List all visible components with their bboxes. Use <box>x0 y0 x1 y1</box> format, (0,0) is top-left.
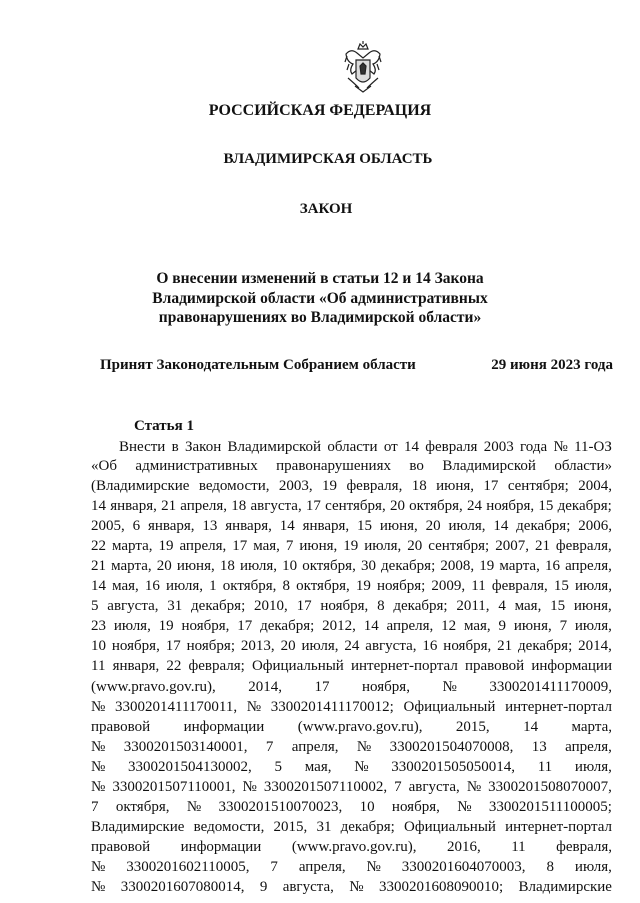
word: декабря; <box>340 819 395 835</box>
word: июня, <box>436 478 475 494</box>
word: 14 <box>363 618 379 634</box>
region-heading: ВЛАДИМИРСКАЯ ОБЛАСТЬ <box>223 151 433 167</box>
word: декабря; <box>381 558 436 574</box>
word: июля, <box>166 578 204 594</box>
word: 2003, <box>278 478 313 494</box>
word: марта, <box>111 558 152 574</box>
word: 23 <box>91 618 106 634</box>
word: мая, <box>253 538 280 554</box>
word: Официальный <box>404 819 496 835</box>
article-text-line <box>91 476 612 496</box>
word: сентября; <box>428 538 490 554</box>
word: июля, <box>574 759 612 775</box>
word: 14 <box>523 719 539 735</box>
word: 1 <box>209 578 217 594</box>
word: 2009, <box>431 578 466 594</box>
word: февраля, <box>346 478 403 494</box>
word: 17 <box>237 618 253 634</box>
word: 7 <box>91 799 99 815</box>
word: правовой <box>91 839 151 855</box>
word: информации <box>180 839 262 855</box>
article-text-line <box>91 456 612 476</box>
word: № <box>242 779 257 795</box>
word: 2008, <box>440 558 475 574</box>
law-title-line: О внесении изменений в статьи 12 и 14 Закона <box>156 270 484 287</box>
word: мая, <box>304 759 332 775</box>
word: 20 <box>280 638 296 654</box>
word: июля, <box>301 638 339 654</box>
word: 4 <box>498 598 506 614</box>
word: 14 <box>403 439 419 455</box>
word: 9 <box>498 618 506 634</box>
word: февраля, <box>555 538 612 554</box>
word: 21 <box>534 538 550 554</box>
word: (www.pravo.gov.ru), <box>291 839 417 855</box>
word: июля, <box>574 578 612 594</box>
word: 16 <box>544 558 560 574</box>
word: 5 <box>274 759 283 775</box>
word: 3300201411170012; <box>270 699 394 715</box>
word: декабря; <box>191 598 246 614</box>
word: марта, <box>499 558 540 574</box>
article-text-line <box>91 717 612 737</box>
word: мая, <box>112 578 139 594</box>
word: 22 <box>91 538 106 554</box>
word: июля, <box>574 859 612 875</box>
word: марта, <box>571 719 612 735</box>
article-text-line <box>91 697 612 717</box>
word: 17 <box>314 679 330 695</box>
word: 20 <box>407 538 423 554</box>
word: ноября, <box>362 679 410 695</box>
word: марта, <box>111 538 153 554</box>
word: 2010, <box>254 598 288 614</box>
word: ноября, <box>443 638 492 654</box>
word: области <box>327 439 378 455</box>
word: № <box>553 439 568 455</box>
word: 10 <box>359 799 375 815</box>
word: января, <box>112 658 160 674</box>
article-text-line <box>91 616 612 636</box>
word: августа, <box>250 498 302 514</box>
word: 20 <box>156 558 172 574</box>
word: 7 <box>559 618 568 634</box>
word: июля, <box>239 558 277 574</box>
word: июля, <box>113 618 151 634</box>
word: 3300201505050014, <box>391 759 515 775</box>
article-text-line <box>91 677 612 697</box>
word: № <box>466 779 482 795</box>
word: 17 <box>483 478 499 494</box>
word: июля, <box>364 538 402 554</box>
word: 16 <box>422 638 438 654</box>
word: интернет-портал <box>505 819 612 835</box>
word: информации <box>183 719 265 735</box>
article-text-line <box>91 797 612 817</box>
word: 11 <box>537 759 553 775</box>
article-heading: Статья 1 <box>134 418 194 434</box>
word: 14 <box>279 518 295 534</box>
word: апреля, <box>565 558 612 574</box>
word: № <box>349 879 364 895</box>
article-text-line <box>91 737 612 757</box>
word: № <box>366 859 381 875</box>
word: 18 <box>411 478 427 494</box>
word: ведомости, <box>198 478 270 494</box>
word: 11 <box>511 839 526 855</box>
word: 3300201604070003, <box>401 859 526 875</box>
article-text-line <box>91 556 612 576</box>
word: (www.pravo.gov.ru), <box>297 719 423 735</box>
word: 19 <box>158 538 174 554</box>
word: 8 <box>377 598 385 614</box>
country-heading: РОССИЙСКАЯ ФЕДЕРАЦИЯ <box>208 102 432 119</box>
word: правонарушениях <box>276 458 391 474</box>
word: 2016, <box>446 839 481 855</box>
adoption-date: 29 июня 2023 года <box>491 357 613 373</box>
word: 30 <box>360 558 376 574</box>
word: 15 <box>538 498 554 514</box>
word: ноября; <box>186 638 235 654</box>
word: 15 <box>553 578 569 594</box>
word: 9 <box>259 879 268 895</box>
word: февраля, <box>556 839 612 855</box>
word: июня, <box>573 598 612 614</box>
word: июня, <box>513 618 552 634</box>
word: 12 <box>441 618 457 634</box>
word: № <box>442 679 457 695</box>
word: июля, <box>574 618 612 634</box>
word: 17 <box>296 598 312 614</box>
article-text-line <box>91 437 612 457</box>
word: октября, <box>296 578 350 594</box>
word: Владимирские <box>91 819 185 835</box>
word: апреля, <box>386 618 434 634</box>
word: 19 <box>322 478 338 494</box>
word: 19 <box>158 618 174 634</box>
word: июня, <box>379 518 418 534</box>
word: мая, <box>514 598 542 614</box>
word: 3300201411170011, <box>115 699 238 715</box>
word: 3300201503140001, <box>123 739 248 755</box>
adoption-label: Принят Законодательным Собранием области <box>100 357 416 373</box>
word: ноября, <box>320 598 369 614</box>
word: 16 <box>144 578 160 594</box>
word: в <box>171 439 179 455</box>
word: 24 <box>344 638 360 654</box>
word: ноября; <box>376 578 426 594</box>
word: ноября, <box>486 498 535 514</box>
word: 2014, <box>248 679 282 695</box>
word: № <box>91 859 106 875</box>
word: 3300201510070023, <box>218 799 343 815</box>
word: 8 <box>546 859 554 875</box>
word: № <box>91 739 106 755</box>
word: апреля, <box>565 739 612 755</box>
word: 7 <box>270 859 278 875</box>
word: декабря; <box>260 618 315 634</box>
word: 3300201607080014, <box>120 879 245 895</box>
article-text-line <box>91 516 612 536</box>
word: Закон <box>185 439 222 455</box>
word: во <box>409 458 424 474</box>
word: 13 <box>531 739 547 755</box>
word: 3300201411170009, <box>489 679 612 695</box>
word: 14 <box>91 578 106 594</box>
word: Официальный <box>403 699 496 715</box>
coat-of-arms-icon <box>343 40 383 96</box>
word: апреля, <box>180 498 228 514</box>
word: интернет-портал <box>350 658 458 674</box>
word: декабря; <box>393 598 448 614</box>
word: 7 <box>285 538 294 554</box>
word: 3300201507110002, <box>263 779 388 795</box>
word: интернет-портал <box>505 699 612 715</box>
word: 6 <box>132 518 141 534</box>
word: 2011, <box>456 598 490 614</box>
law-title <box>0 269 640 328</box>
word: 20 <box>425 518 441 534</box>
word: 22 <box>166 658 182 674</box>
word: ноября, <box>111 638 160 654</box>
word: правовой <box>91 719 151 735</box>
word: 7 <box>265 739 274 755</box>
word: № <box>457 799 472 815</box>
article-text-line <box>91 596 612 616</box>
word: 2015, <box>455 719 490 735</box>
word: 10 <box>282 558 298 574</box>
word: августа, <box>282 879 334 895</box>
word: «Об <box>91 458 117 474</box>
word: № <box>354 759 369 775</box>
word: апреля, <box>291 739 339 755</box>
word: августа, <box>365 638 417 654</box>
word: 2013, <box>240 638 275 654</box>
word: 2003 <box>483 439 514 455</box>
word: 3300201504130002, <box>128 759 252 775</box>
word: 24 <box>467 498 483 514</box>
article-text-line <box>91 536 612 556</box>
word: 31 <box>316 819 332 835</box>
word: Владимирские <box>518 879 612 895</box>
word: 3300201608090010; <box>378 879 504 895</box>
article-text-line <box>91 576 612 596</box>
word: 11 <box>91 658 106 674</box>
word: года <box>520 439 548 455</box>
word: 7 <box>394 779 402 795</box>
word: октября, <box>302 558 356 574</box>
word: 20 <box>389 498 405 514</box>
word: 3300201602110005, <box>126 859 250 875</box>
word: 21 <box>497 638 513 654</box>
word: 18 <box>219 558 235 574</box>
word: Владимирской <box>227 439 322 455</box>
word: ноября, <box>391 799 440 815</box>
word: 19 <box>479 558 495 574</box>
word: области» <box>554 458 612 474</box>
word: июня, <box>299 538 338 554</box>
word: января, <box>110 498 157 514</box>
word: декабря; <box>516 518 571 534</box>
word: (Владимирские <box>91 478 190 494</box>
article-text-line <box>91 777 612 797</box>
article-text-line <box>91 877 612 897</box>
word: № <box>91 759 106 775</box>
word: 3300201507110001, <box>112 779 236 795</box>
word: июня, <box>176 558 215 574</box>
word: 17 <box>232 538 248 554</box>
word: Владимирской <box>442 458 536 474</box>
word: июля, <box>448 518 486 534</box>
word: 13 <box>202 518 218 534</box>
word: января, <box>225 518 272 534</box>
word: 31 <box>167 598 183 614</box>
word: 2012, <box>322 618 356 634</box>
word: апреля, <box>298 859 346 875</box>
word: 3300201508070007, <box>488 779 612 795</box>
word: 3300201511100005; <box>488 799 612 815</box>
word: 2004, <box>578 478 612 494</box>
word: 2005, <box>91 518 125 534</box>
word: 19 <box>343 538 359 554</box>
article-text-line <box>91 656 612 676</box>
word: (www.pravo.gov.ru), <box>91 679 216 695</box>
word: декабря; <box>518 638 573 654</box>
word: сентября; <box>507 478 569 494</box>
word: октября, <box>115 799 170 815</box>
word: 2014, <box>578 638 612 654</box>
word: от <box>383 439 398 455</box>
word: сентября, <box>325 498 386 514</box>
word: августа, <box>107 598 159 614</box>
word: февраля <box>425 439 478 455</box>
word: правовой <box>464 658 525 674</box>
article-text-line <box>91 636 612 656</box>
word: 2015, <box>273 819 308 835</box>
word: 11 <box>471 578 486 594</box>
word: информации <box>531 658 612 674</box>
word: № <box>91 699 106 715</box>
article-text-line <box>91 496 612 516</box>
word: августа, <box>408 779 460 795</box>
word: 10 <box>91 638 106 654</box>
word: 15 <box>357 518 373 534</box>
word: 15 <box>550 598 566 614</box>
word: 2007, <box>495 538 529 554</box>
word: января, <box>302 518 350 534</box>
word: октября, <box>222 578 277 594</box>
law-title-line: правонарушениях во Владимирской области» <box>158 309 482 326</box>
word: № <box>186 799 202 815</box>
word: 17 <box>305 498 321 514</box>
word: апреля, <box>179 538 227 554</box>
word: 19 <box>355 578 371 594</box>
article-text-line <box>91 857 612 877</box>
word: 21 <box>91 558 106 574</box>
document-type-heading: ЗАКОН <box>299 201 353 217</box>
word: № <box>91 879 106 895</box>
article-text-line <box>91 817 612 837</box>
word: Официальный <box>251 658 344 674</box>
article-text-line <box>91 757 612 777</box>
word: декабря; <box>557 498 612 514</box>
word: 18 <box>231 498 247 514</box>
word: № <box>246 699 262 715</box>
word: ноября, <box>181 618 230 634</box>
word: 14 <box>493 518 509 534</box>
word: № <box>356 739 372 755</box>
word: февраля; <box>188 658 245 674</box>
word: 14 <box>91 498 106 514</box>
word: административных <box>135 458 258 474</box>
word: 5 <box>91 598 99 614</box>
word: октября, <box>409 498 463 514</box>
word: ведомости, <box>193 819 265 835</box>
word: февраля, <box>491 578 548 594</box>
word: Внести <box>119 439 166 455</box>
word: 3300201504070008, <box>389 739 514 755</box>
law-title-line: Владимирской области «Об административных <box>152 289 488 307</box>
word: 21 <box>161 498 177 514</box>
word: 17 <box>165 638 181 654</box>
word: 8 <box>282 578 290 594</box>
word: 11-ОЗ <box>574 439 612 455</box>
word: мая, <box>463 618 491 634</box>
word: 2006, <box>578 518 612 534</box>
word: № <box>91 779 106 795</box>
word: января, <box>147 518 195 534</box>
article-text-line <box>91 837 612 857</box>
